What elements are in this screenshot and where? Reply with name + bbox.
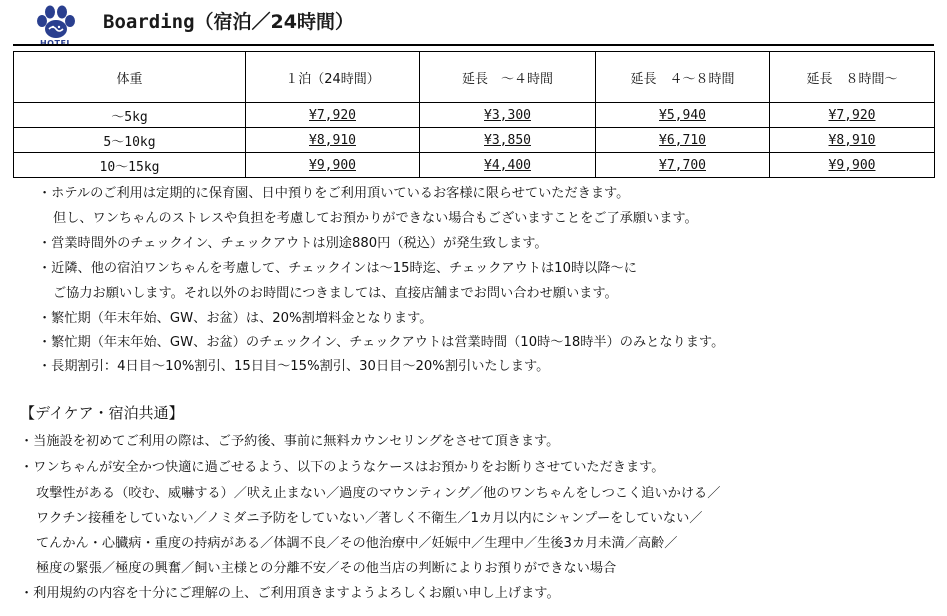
note-line: ・営業時間外のチェックイン、チェックアウトは別途880円（税込）が発生致します。 — [38, 236, 548, 251]
common-line: てんかん・心臓病・重度の持病がある／体調不良／その他治療中／妊娠中／生理中／生後3カ月未満／高齢／ — [36, 536, 678, 551]
price-cell: ¥8,910 — [770, 128, 935, 153]
title-jp: （宿泊／24時間） — [194, 11, 354, 33]
price-cell: ¥8,910 — [246, 128, 420, 153]
weight-cell: 10～15kg — [14, 153, 246, 178]
weight-cell: 5～10kg — [14, 128, 246, 153]
common-line: 極度の緊張／極度の興奮／飼い主様との分離不安／その他当店の判断によりお預りができない場合 — [36, 561, 617, 576]
paw-icon — [34, 4, 78, 42]
header-ext-4h: 延長 ～４時間 — [420, 52, 596, 103]
header-ext-4-8h: 延長 ４～８時間 — [596, 52, 770, 103]
price-cell: ¥9,900 — [246, 153, 420, 178]
price-cell: ¥9,900 — [770, 153, 935, 178]
title-latin: Boarding — [103, 11, 195, 33]
header-rule — [13, 44, 934, 46]
table-row — [14, 128, 935, 153]
common-line: ・利用規約の内容を十分にご理解の上、ご利用頂きますようよろしくお願い申し上げます。 — [20, 586, 560, 601]
price-cell: ¥5,940 — [596, 103, 770, 128]
page-title — [103, 7, 354, 34]
note-line: ・近隣、他の宿泊ワンちゃんを考慮して、チェックインは～15時迄、チェックアウトは10時以降～に — [38, 261, 637, 276]
section-title: 【デイケア・宿泊共通】 — [20, 404, 184, 422]
common-line: ・当施設を初めてご利用の際は、ご予約後、事前に無料カウンセリングをさせて頂きます。 — [20, 434, 560, 449]
table-header-row — [14, 52, 935, 103]
header-ext-8h-plus: 延長 ８時間～ — [770, 52, 935, 103]
common-line: ワクチン接種をしていない／ノミダニ予防をしていない／著しく不衛生／1カ月以内にシャンプーをしていない／ — [36, 511, 703, 526]
price-table — [13, 51, 935, 178]
common-line: 攻撃性がある（咬む、威嚇する）／吠え止まない／過度のマウンティング／他のワンちゃんをしつこく追いかける／ — [36, 486, 721, 501]
table-row — [14, 103, 935, 128]
common-line: ・ワンちゃんが安全かつ快適に過ごせるよう、以下のようなケースはお預かりをお断りさせていただきます。 — [20, 460, 665, 475]
price-cell: ¥4,400 — [420, 153, 596, 178]
note-line: ご協力お願いします。それ以外のお時間につきましては、直接店舗までお問い合わせ願います。 — [53, 286, 618, 301]
note-line: 但し、ワンちゃんのストレスや負担を考慮してお預かりができない場合もございますことをご了承願います。 — [53, 211, 698, 226]
price-cell: ¥3,850 — [420, 128, 596, 153]
header-one-night: １泊（24時間） — [246, 52, 420, 103]
weight-cell: ～5kg — [14, 103, 246, 128]
table-row — [14, 153, 935, 178]
page-header — [0, 0, 947, 50]
note-line: ・ホテルのご利用は定期的に保育園、日中預りをご利用頂いているお客様に限らせていただきます。 — [38, 186, 630, 201]
note-line: ・繁忙期（年末年始、GW、お盆）のチェックイン、チェックアウトは営業時間（10時～18時半）のみとなります。 — [38, 335, 725, 350]
price-cell: ¥3,300 — [420, 103, 596, 128]
price-cell: ¥7,920 — [770, 103, 935, 128]
paw-hotel-logo — [34, 4, 78, 48]
price-cell: ¥6,710 — [596, 128, 770, 153]
header-weight: 体重 — [14, 52, 246, 103]
price-cell: ¥7,920 — [246, 103, 420, 128]
note-line: ・繁忙期（年末年始、GW、お盆）は、20%割増料金となります。 — [38, 311, 433, 326]
price-cell: ¥7,700 — [596, 153, 770, 178]
note-line: ・長期割引：4日目～10%割引、15日目～15%割引、30日目～20%割引いたします。 — [38, 359, 550, 374]
